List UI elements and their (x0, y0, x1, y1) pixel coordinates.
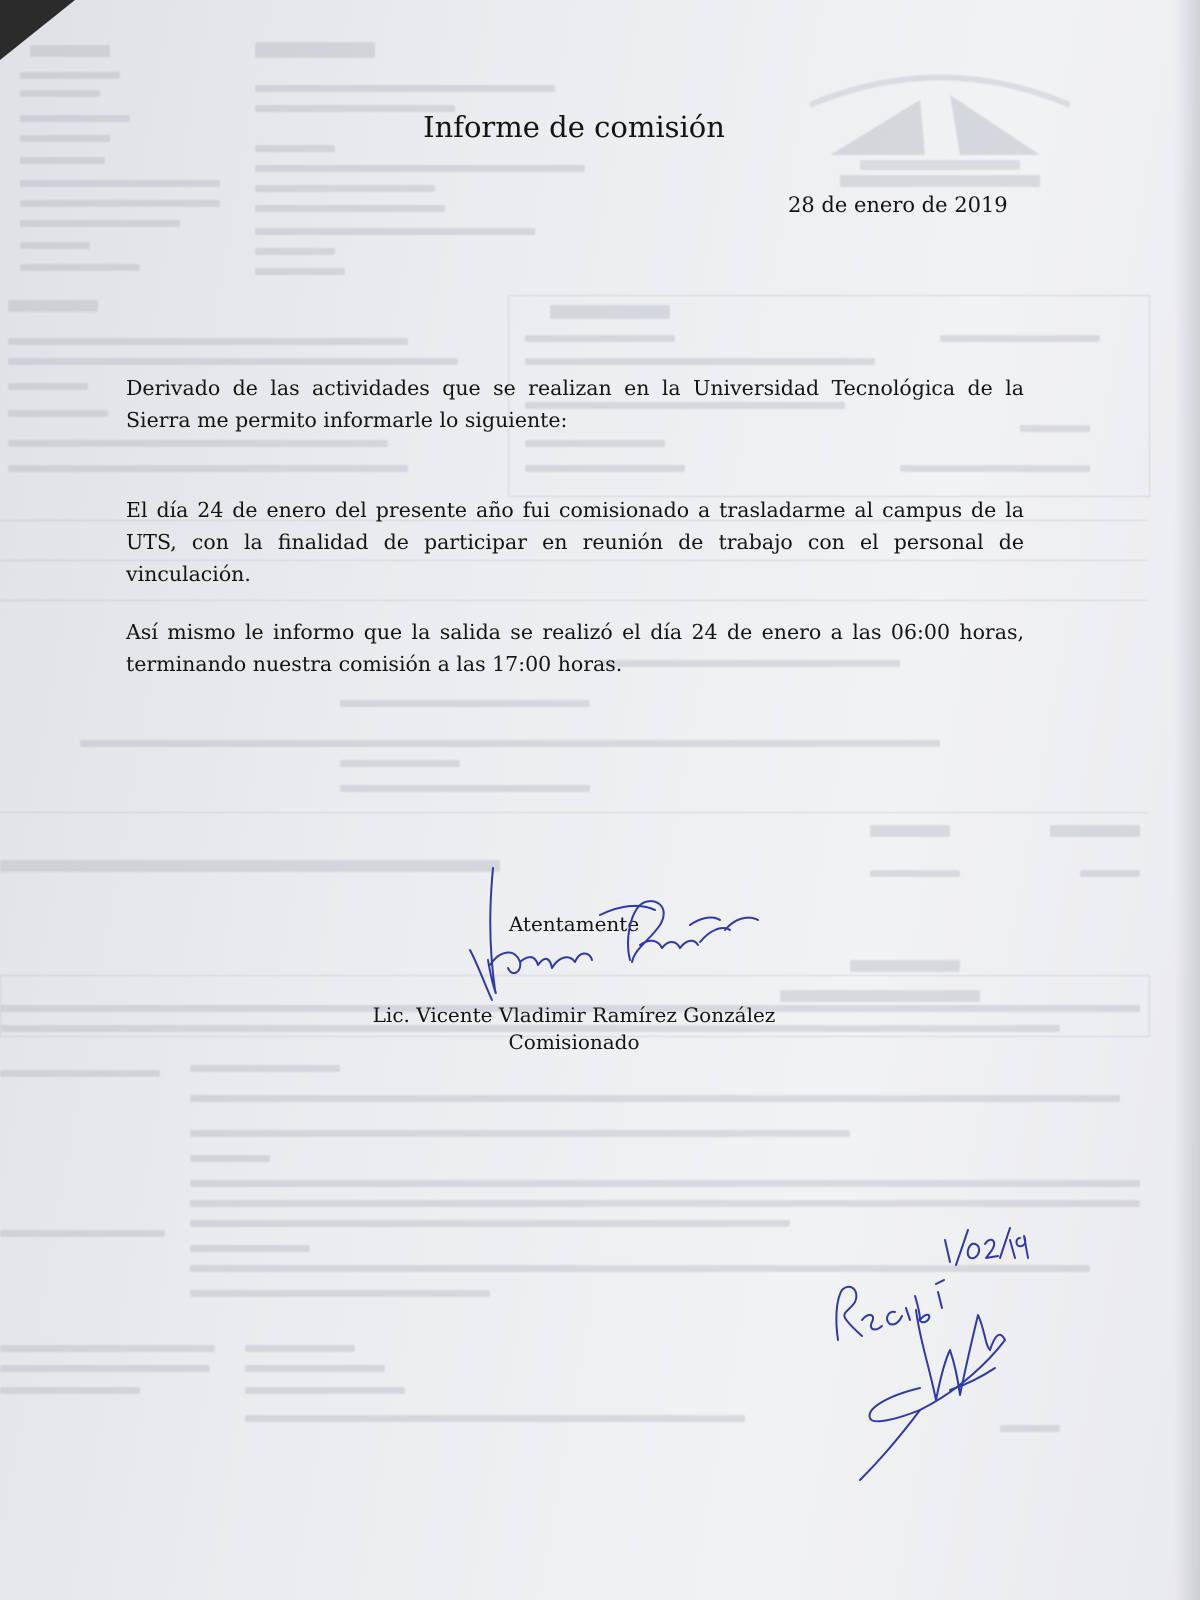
document-date: 28 de enero de 2019 (788, 193, 1008, 217)
closing-text: Atentamente (508, 912, 640, 936)
signer-role: Comisionado (508, 1030, 640, 1054)
body-paragraph-2: El día 24 de enero del presente año fui comisionado a trasladarme al campus de la UTS, con la finalidad de participar en reunión de trabajo con el personal de vinculación. (126, 498, 1024, 586)
document-title: Informe de comisión (423, 110, 725, 144)
body-paragraph-3: Así mismo le informo que la salida se realizó el día 24 de enero a las 06:00 horas, terminando nuestra comisión a las 17:00 horas. (126, 620, 1024, 676)
signer-name: Lic. Vicente Vladimir Ramírez González (372, 1003, 776, 1027)
body-paragraph-1: Derivado de las actividades que se realizan en la Universidad Tecnológica de la Sierra me permito informarle lo siguiente: (126, 376, 1024, 432)
